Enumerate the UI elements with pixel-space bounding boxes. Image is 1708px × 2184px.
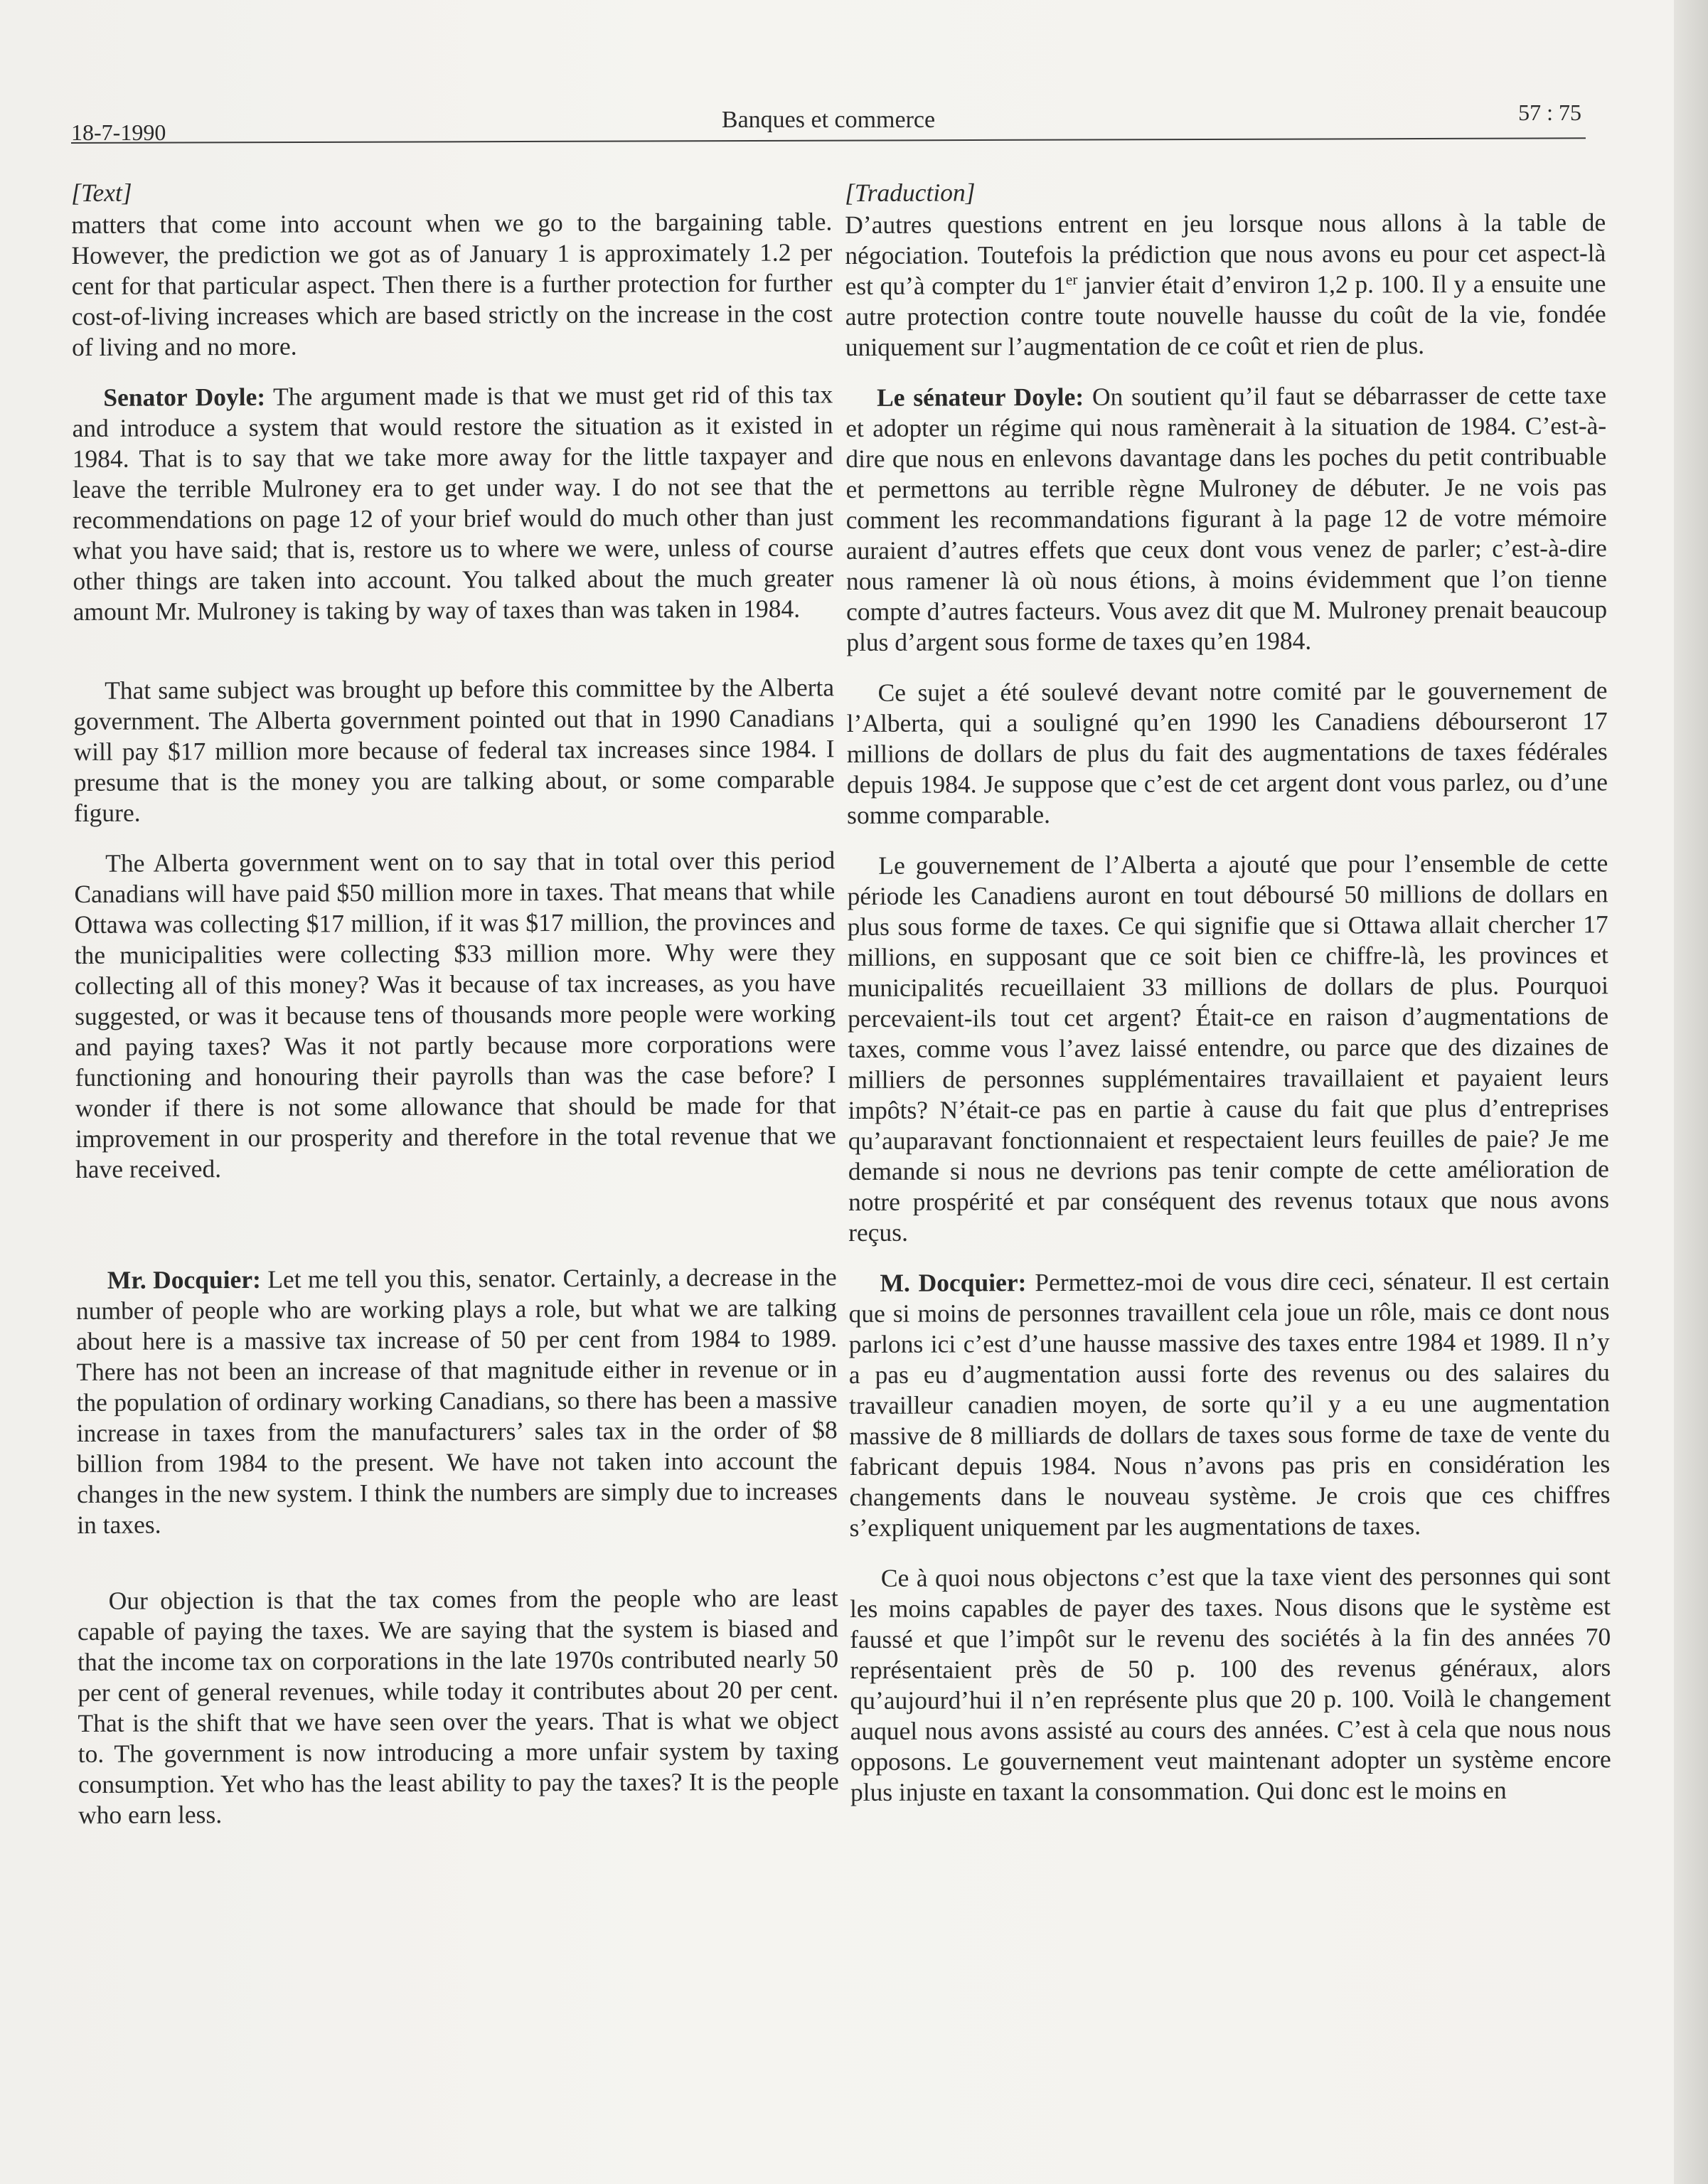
header-page-number: 57 : 75 <box>1518 100 1581 125</box>
paragraph-continuation: matters that come into account when we go to the bargaining table. However, the prediction we got as of January 1 is approximately 1.2 per cent for that particular aspect. Then there is a further protection for further cost-of-living increases which are based strictly on the increase in the cost of living and no more. <box>71 207 833 361</box>
paragraph-objection-fr: Ce à quoi nous objectons c’est que la taxe vient des personnes qui sont les moins capables de payer des taxes. Nous disons que le système est faussé et que l’impôt sur le revenu des sociétés à la fin des années 70 représentaient près de 50 p. 100 des revenus généraux, alors qu’aujourd’hui il n’en représente plus que 20 p. 100. Voilà le changement auquel nous avons assisté au cours des années. C’est à cela que nous nous opposons. Le gouvernement veut maintenant adopter un système encore plus injuste en taxant la consommation. Qui donc est le moins en <box>849 1561 1611 1806</box>
speaker-m-docquier: M. Docquier: <box>880 1268 1027 1297</box>
english-column <box>71 174 839 1831</box>
paragraph-continuation-fr <box>845 207 1606 363</box>
speech-text-fr: Permettez-moi de vous dire ceci, sénateur. Il est certain que si moins de personnes travaillent cela joue un rôle, mais ce dont nous parlons ici c’est d’une hausse massive des taxes entre 1984 et 1989. Il n’y a pas eu d’augmentation aussi forte des revenus ou des salaires du travailleur canadien moyen, de sorte qu’il y a eu une augmentation massive de 8 milliards de dollars de taxes sous forme de taxe de vente du fabricant depuis 1984. Nous n’avons pas pris en considération les changements dans le nouveau système. Je crois que ces chiffres s’expliquent uniquement par les augmentations de taxes. <box>848 1266 1611 1542</box>
paragraph-senator-doyle <box>72 379 833 627</box>
paragraph-senateur-doyle <box>845 380 1607 658</box>
speech-text-fr: On soutient qu’il faut se débarrasser de cette taxe et adopter un régime qui nous ramènerait à la situation de 1984. C’est-à-dire que nous en enlevons davantage dans les poches du petit contribuable et permettons au terrible règne Mulroney de débuter. Je ne vois pas comment les recommandations figurant à la page 12 de votre mémoire auraient d’autres effets que ceux dont vous venez de parler; c’est-à-dire nous ramener là où nous étions, à moins évidemment que l’on tienne compte d’autres facteurs. Vous avez dit que M. Mulroney prenait beaucoup plus d’argent sous forme de taxes qu’en 1984. <box>845 380 1608 656</box>
superscript-er: er <box>1065 271 1078 289</box>
speech-text: The argument made is that we must get rid of this tax and introduce a system that would restore the situation as it existed in 1984. That is to say that we take more away for the little taxpayer and leave the terrible Mulroney era to get under way. I do not see that the recommendations on page 12 of your brief would do much other than just what you have said; that is, restore us to where we were, unless of course other things are taken into account. You talked about the much greater amount Mr. Mulroney is taking by way of taxes than was taken in 1984. <box>72 380 834 626</box>
french-column <box>845 175 1611 1808</box>
paragraph-m-docquier <box>848 1265 1610 1543</box>
speaker-senator-doyle: Senator Doyle: <box>103 382 266 412</box>
paragraph-alberta-total: The Alberta government went on to say that in total over this period Canadians will have paid $50 million more in taxes. That means that while Ottawa was collecting $17 million, if it was $17 million, the provinces and the municipalities were collecting $33 million more. Why were they collecting all of this money? Was it because of tax increases, as you have suggested, or was it because tens of thousands more people were working and paying taxes? Was it not partly because more corporations were functioning and honouring their payrolls than was the case before? I wonder if there is not some allowance that should be made for that improvement in our prosperity and therefore in the total revenue that we have received. <box>74 846 836 1183</box>
paragraph-alberta-subject: That same subject was brought up before this committee by the Alberta government. The Alberta government pointed out that in 1990 Canadians will pay $17 million more because of federal tax increases since 1984. I presume that is the money you are talking about, or some comparable figure. <box>73 673 835 827</box>
speaker-senateur-doyle: Le sénateur Doyle: <box>877 382 1084 412</box>
header-title: Banques et commerce <box>721 107 936 133</box>
paragraph-objection: Our objection is that the tax comes from the people who are least capable of paying the taxes. We are saying that the system is biased and that the income tax on corporations in the late 1970s contributed nearly 50 per cent of general revenues, while today it contributes about 20 per cent. That is the shift that we have seen over the years. That is what we object to. The government is now introducing a more unfair system by taxing consumption. Yet who has the least ability to pay the taxes? It is the people who earn less. <box>77 1583 839 1829</box>
text-tag: [Text] <box>71 178 132 207</box>
page-spine-shadow <box>1674 0 1708 2184</box>
text-part-b: janvier était d’environ 1,2 p. 100. Il y a ensuite une autre protection contre toute nouvelle hausse du coût de la vie, fondée uniquement sur l’augmentation de ce coût et rien de plus. <box>845 269 1606 361</box>
header-date: 18-7-1990 <box>71 119 166 145</box>
paragraph-alberta-ensemble: Le gouvernement de l’Alberta a ajouté que pour l’ensemble de cette période les Canadiens auront en tout déboursé 50 millions de dollars en plus sous forme de taxes. Ce qui signifie que si Ottawa allait chercher 17 millions, en supposant que ce soit bien ce chiffre-là, les provinces et municipalités recueillaient 33 millions de dollars de plus. Pourquoi percevaient-ils tout cet argent? Était-ce en raison d’augmentations de taxes, comme vous l’avez laissé entendre, ou parce que des dizaines de milliers de personnes supplémentaires travaillaient et payaient leurs impôts? N’était-ce pas en partie à cause du fait que plus d’entreprises qu’auparavant fonctionnaient et respectaient leurs feuilles de paie? Je me demande si nous ne devrions pas tenir compte de cette amélioration de notre prospérité et par conséquent des revenus totaux que nous avons reçus. <box>847 848 1610 1247</box>
speech-text: Let me tell you this, senator. Certainly, a decrease in the number of people who are working plays a role, but what we are talking about here is a massive tax increase of 50 per cent from 1984 to 1989. There has not been an increase of that magnitude either in revenue or in the population of ordinary working Canadians, so there has been a massive increase in taxes from the manufacturers’ sales tax in the order of $8 billion from 1984 to the present. We have not taken into account the changes in the new system. I think the numbers are simply due to increases in taxes. <box>75 1262 838 1539</box>
paragraph-mr-docquier <box>76 1262 838 1540</box>
speaker-mr-docquier: Mr. Docquier: <box>107 1264 261 1294</box>
traduction-tag: [Traduction] <box>845 178 976 207</box>
paragraph-alberta-sujet: Ce sujet a été soulevé devant notre comité par le gouvernement de l’Alberta, qui a souligné qu’en 1990 les Canadiens débourseront 17 millions de dollars de plus du fait des augmentations de taxes fédérales depuis 1984. Je suppose que c’est de cet argent dont vous parlez, ou d’une somme comparable. <box>846 676 1608 829</box>
text-part-a: D’autres questions entrent en jeu lorsque nous allons à la table de négociation. Toutefois la prédiction que nous avons eu pour cet aspect-là est qu’à compter du 1 <box>845 208 1606 300</box>
